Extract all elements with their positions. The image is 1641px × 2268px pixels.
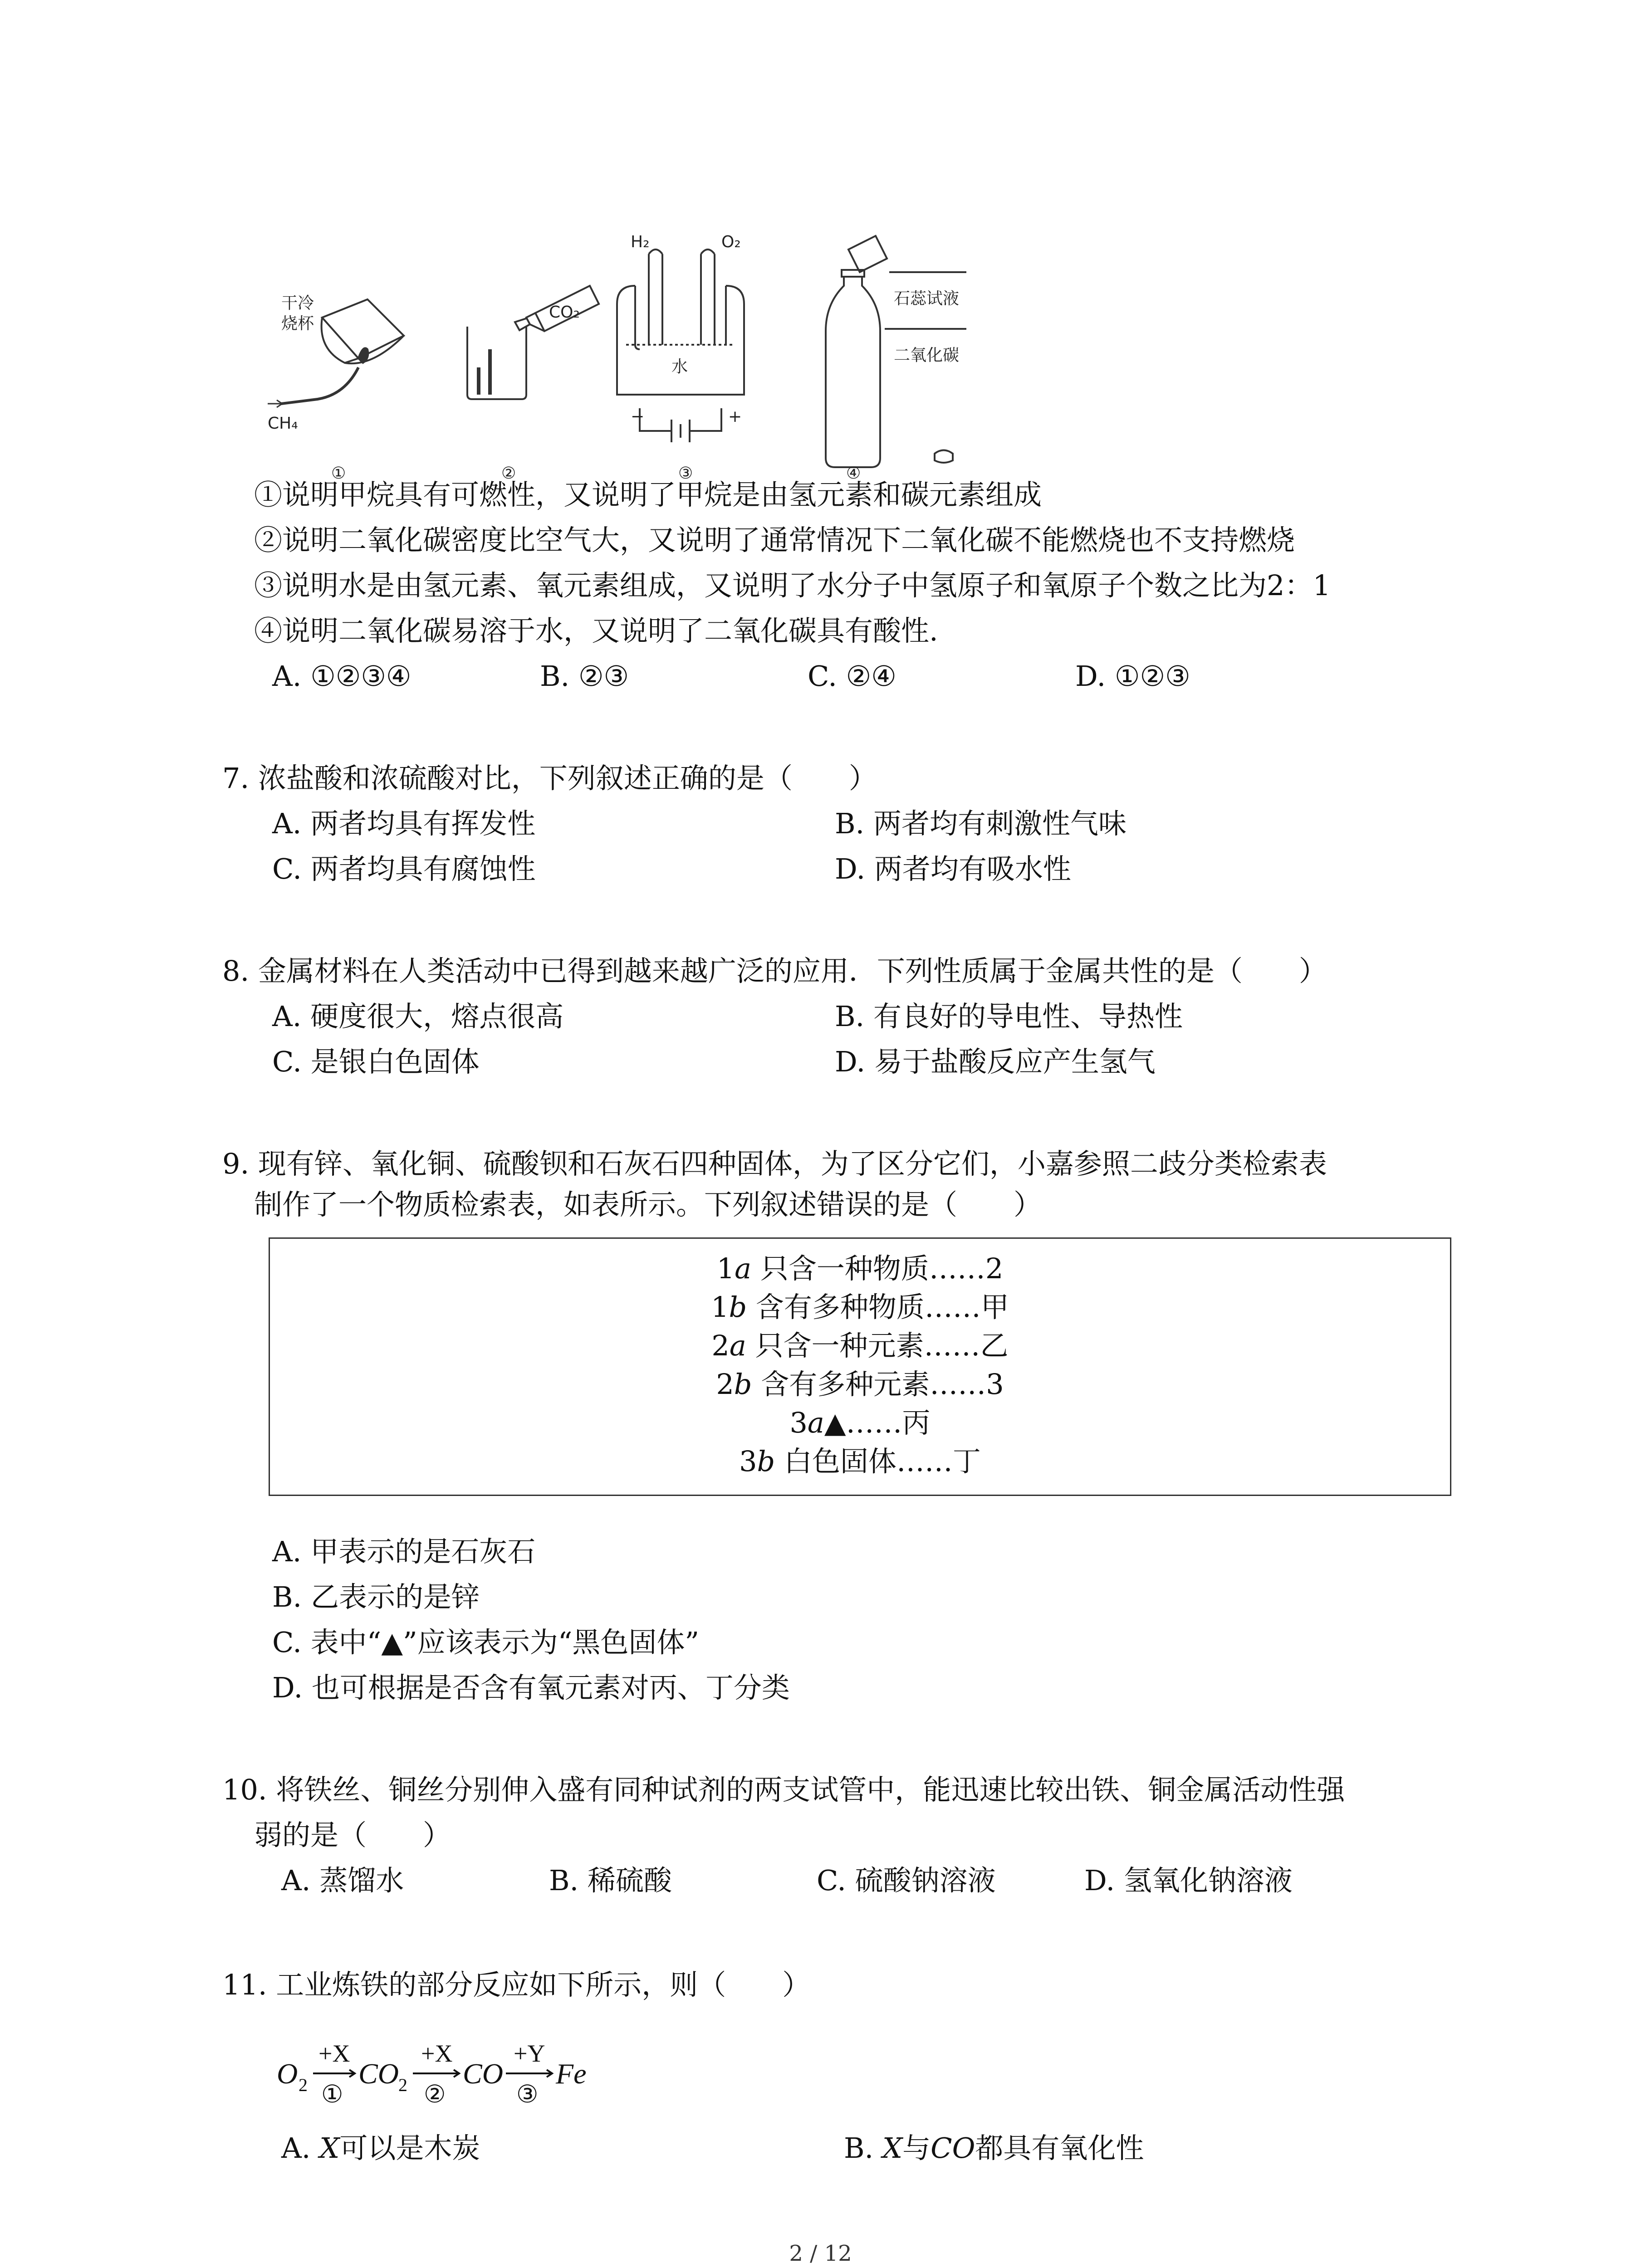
q9-option-d: D. 也可根据是否含有氧元素对丙、丁分类	[272, 1671, 790, 1704]
q10-option-d: D. 氢氧化钠溶液	[1084, 1864, 1293, 1897]
experiment-diagrams	[254, 213, 980, 481]
q8-option-a: A. 硬度很大，熔点很高	[272, 1000, 564, 1033]
caption-3: ③	[678, 464, 693, 481]
q6-statement-3: ③说明水是由氢元素、氧元素组成，又说明了水分子中氢原子和氧原子个数之比为2：1	[254, 569, 1331, 602]
q10-option-c: C. 硫酸钠溶液	[817, 1864, 996, 1897]
label-o2: O₂	[721, 233, 741, 251]
q7-option-a: A. 两者均具有挥发性	[272, 807, 536, 840]
label-litmus: 石蕊试液	[894, 289, 960, 308]
q6-option-b: B. ②③	[540, 660, 629, 693]
q10-stem-line2: 弱的是（ ）	[254, 1818, 451, 1852]
label-plus: +	[728, 407, 742, 426]
key-row-2a: 2a 只含一种元素……乙	[711, 1329, 1009, 1362]
q11-option-b: B. X与CO都具有氧化性	[844, 2131, 1144, 2165]
q6-option-d: D. ①②③	[1075, 660, 1190, 693]
label-dry-cold: 干冷	[281, 294, 314, 313]
arrow-1-step: ①	[321, 2081, 343, 2108]
label-beaker: 烧杯	[281, 314, 314, 333]
q9-option-b: B. 乙表示的是锌	[272, 1580, 480, 1613]
species-o2: O	[277, 2058, 298, 2090]
species-o2-subscript: 2	[299, 2075, 308, 2095]
label-co2-bottle: CO₂	[549, 303, 580, 322]
key-row-1a: 1a 只含一种物质……2	[716, 1252, 1004, 1285]
arrow-1-reagent: +X	[318, 2040, 350, 2067]
arrow-1	[313, 2070, 355, 2077]
reaction-chain-svg	[277, 2030, 640, 2121]
page-number: 2 / 12	[789, 2241, 852, 2266]
q9-stem-line2: 制作了一个物质检索表，如表所示。下列叙述错误的是（ ）	[254, 1188, 1042, 1221]
q7-stem: 7. 浓盐酸和浓硫酸对比，下列叙述正确的是（ ）	[222, 762, 877, 795]
label-ch4: CH₄	[268, 414, 298, 433]
q8-option-b: B. 有良好的导电性、导热性	[835, 1000, 1183, 1033]
species-co2: CO	[358, 2058, 399, 2090]
key-row-2b: 2b 含有多种元素……3	[716, 1368, 1004, 1401]
q6-experiment-figure	[254, 213, 980, 481]
label-co2-text: 二氧化碳	[894, 346, 960, 365]
caption-2: ②	[501, 464, 516, 481]
q6-statement-2: ②说明二氧化碳密度比空气大，又说明了通常情况下二氧化碳不能燃烧也不支持燃烧	[254, 523, 1295, 557]
q7-option-b: B. 两者均有刺激性气味	[835, 807, 1127, 840]
q6-statement-1: ①说明甲烷具有可燃性，又说明了甲烷是由氢元素和碳元素组成	[254, 478, 1042, 511]
q11-option-a: A. X可以是木炭	[281, 2131, 480, 2165]
q11-stem: 11. 工业炼铁的部分反应如下所示，则（ ）	[222, 1968, 811, 2001]
q7-option-c: C. 两者均具有腐蚀性	[272, 852, 536, 885]
q9-stem-line1: 9. 现有锌、氧化铜、硫酸钡和石灰石四种固体，为了区分它们，小嘉参照二歧分类检索表	[222, 1147, 1327, 1180]
q10-stem-line1: 10. 将铁丝、铜丝分别伸入盛有同种试剂的两支试管中，能迅速比较出铁、铜金属活动性强	[222, 1773, 1345, 1806]
q6-option-a: A. ①②③④	[272, 660, 411, 693]
key-row-1b: 1b 含有多种物质……甲	[711, 1290, 1009, 1324]
q8-option-d: D. 易于盐酸反应产生氢气	[835, 1045, 1156, 1078]
q9-option-c: C. 表中“▲”应该表示为“黑色固体”	[272, 1626, 700, 1659]
species-co2-subscript: 2	[398, 2075, 407, 2095]
q6-option-c: C. ②④	[808, 660, 896, 693]
caption-4: ④	[846, 464, 861, 481]
arrow-2	[413, 2070, 459, 2077]
q10-option-b: B. 稀硫酸	[549, 1864, 672, 1897]
label-h2: H₂	[631, 233, 650, 251]
q7-option-d: D. 两者均有吸水性	[835, 852, 1071, 885]
arrow-3-step: ③	[516, 2081, 539, 2108]
key-row-3b: 3b 白色固体……丁	[739, 1445, 981, 1478]
label-water: 水	[671, 357, 688, 376]
arrow-3-reagent: +Y	[514, 2040, 545, 2067]
ironmaking-reaction-chain	[277, 2030, 640, 2121]
arrow-2-reagent: +X	[421, 2040, 453, 2067]
q9-option-a: A. 甲表示的是石灰石	[272, 1535, 536, 1568]
q8-option-c: C. 是银白色固体	[272, 1045, 480, 1078]
species-fe: Fe	[556, 2058, 587, 2090]
q6-statement-4: ④说明二氧化碳易溶于水，又说明了二氧化碳具有酸性.	[254, 614, 938, 647]
classification-key-table	[269, 1237, 1451, 1496]
caption-1: ①	[331, 464, 346, 481]
arrow-2-step: ②	[424, 2081, 446, 2108]
q10-option-a: A. 蒸馏水	[281, 1864, 404, 1897]
key-row-3a: 3a▲……丙	[789, 1406, 931, 1439]
species-co: CO	[463, 2058, 503, 2090]
q8-stem: 8. 金属材料在人类活动中已得到越来越广泛的应用．下列性质属于金属共性的是（ ）	[222, 954, 1327, 987]
arrow-3	[506, 2070, 552, 2077]
label-minus: −	[631, 407, 645, 426]
